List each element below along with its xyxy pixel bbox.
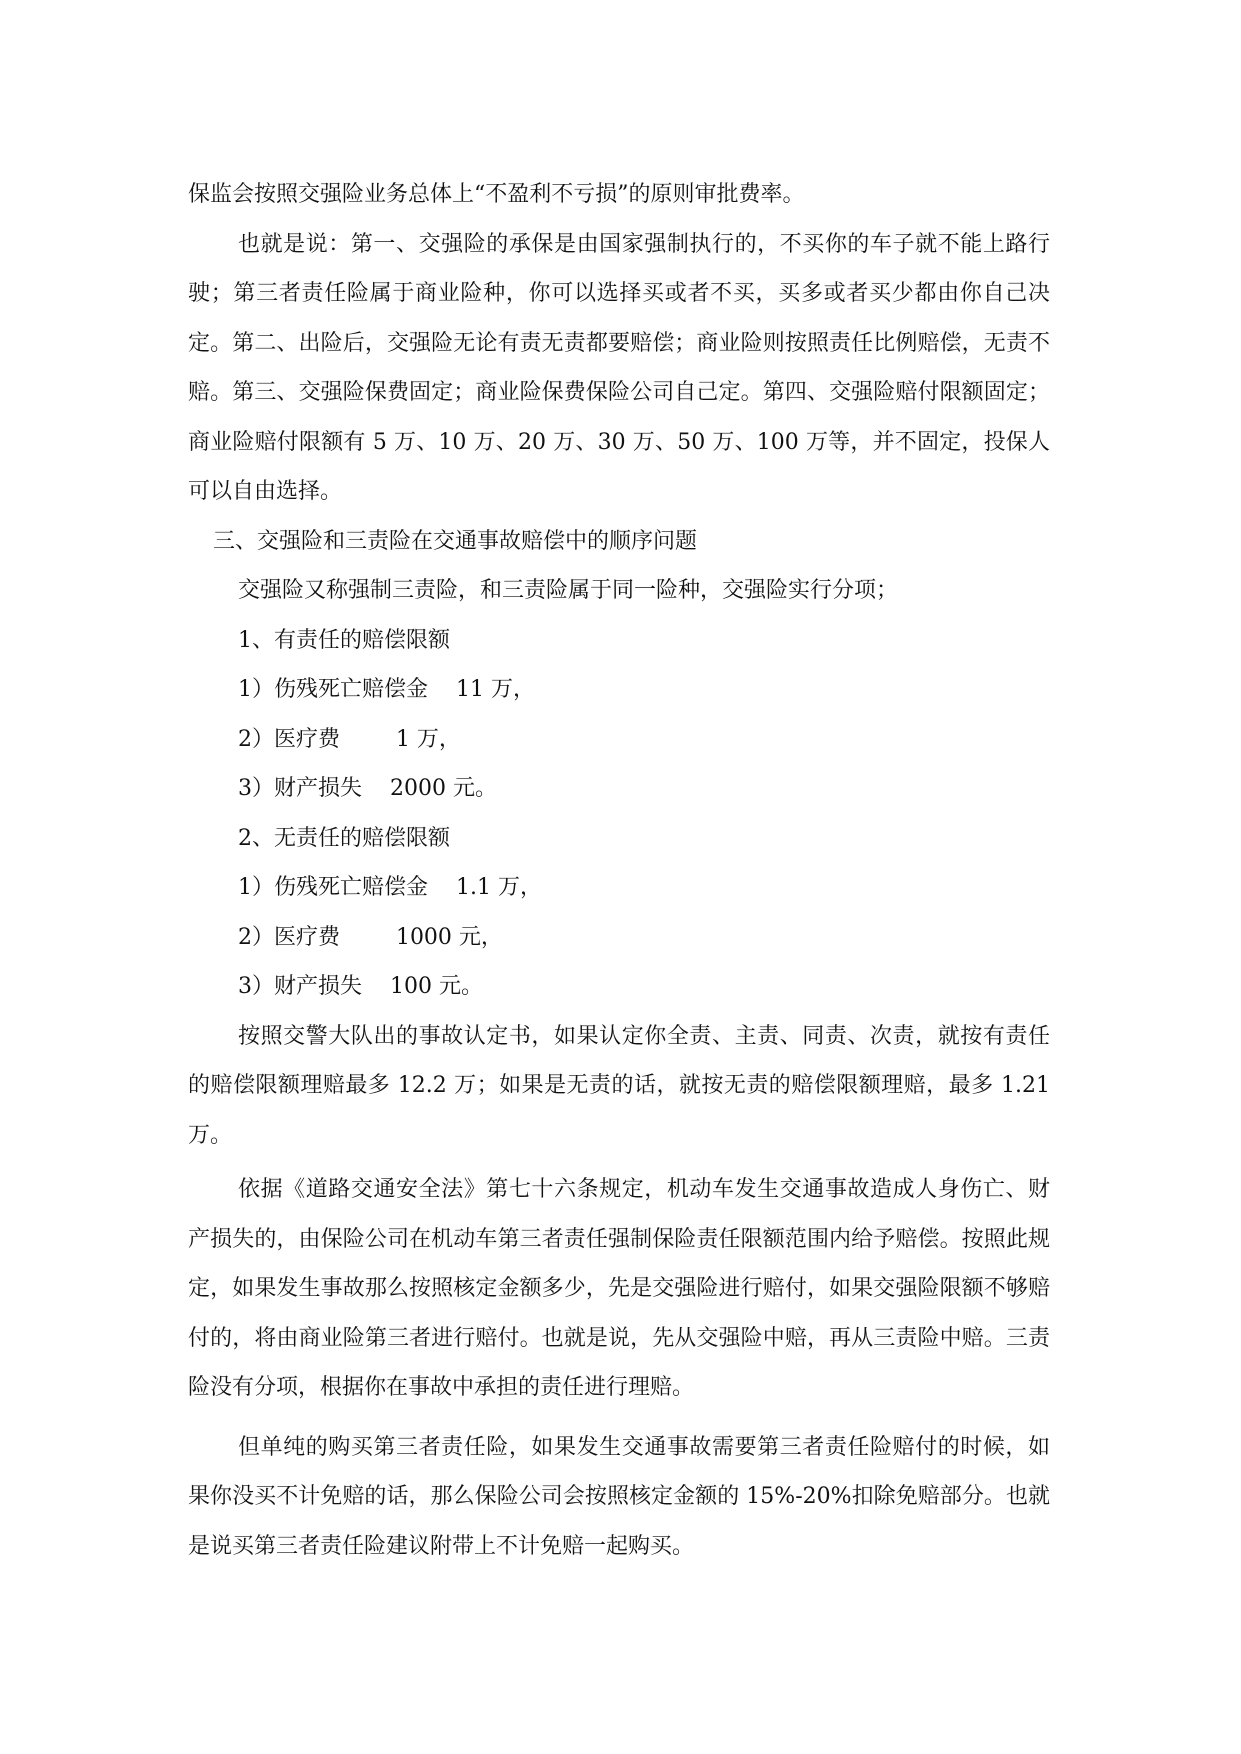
section-heading-order: 三、交强险和三责险在交通事故赔偿中的顺序问题 <box>213 528 698 554</box>
paragraph-differences: 也就是说：第一、交强险的承保是由国家强制执行的，不买你的车子就不能上路行驶；第三者责任险属于商业险种，你可以选择买或者不买，买多或者买少都由你自己决定。第二、出险后，交强险无论有责无责都要赔偿；商业险则按照责任比例赔偿，无责不赔。第三、交强险保费固定；商业险保费保险公司自己定。第四、交强险赔付限额固定；商业险赔付限额有 5 万、10 万、20 万、30 万、50 万、100 万等，并不固定，投保人可以自由选择。 <box>188 231 1050 504</box>
document-body <box>188 170 1050 1571</box>
list-item-without-liability-property: 3）财产损失 100 元。 <box>238 974 483 999</box>
paragraph-deductible-advice: 但单纯的购买第三者责任险，如果发生交通事故需要第三者责任险赔付的时候，如果你没买不计免赔的话，那么保险公司会按照核定金额的 15%-20%扣除免赔部分。也就是说买第三者责任险建议附带上不计免赔一起购买。 <box>188 1434 1050 1559</box>
paragraph-approval-principle: 保监会按照交强险业务总体上“不盈利不亏损”的原则审批费率。 <box>188 182 805 207</box>
paragraph-compulsory-itemized: 交强险又称强制三责险，和三责险属于同一险种，交强险实行分项； <box>238 578 899 603</box>
list-item-with-liability-property: 3）财产损失 2000 元。 <box>238 776 497 801</box>
list-heading-with-liability: 1、有责任的赔偿限额 <box>238 627 450 653</box>
list-item-without-liability-medical: 2）医疗费 1000 元， <box>238 924 503 950</box>
list-item-with-liability-medical: 2）医疗费 1 万， <box>238 726 461 752</box>
paragraph-traffic-law-article-76: 依据《道路交通安全法》第七十六条规定，机动车发生交通事故造成人身伤亡、财产损失的，由保险公司在机动车第三者责任强制保险责任限额范围内给予赔偿。按照此规定，如果发生事故那么按照核定金额多少，先是交强险进行赔付，如果交强险限额不够赔付的，将由商业险第三者进行赔付。也就是说，先从交强险中赔，再从三责险中赔。三责险没有分项，根据你在事故中承担的责任进行理赔。 <box>188 1177 1050 1400</box>
paragraph-accident-determination: 按照交警大队出的事故认定书，如果认定你全责、主责、同责、次责，就按有责任的赔偿限额理赔最多 12.2 万；如果是无责的话，就按无责的赔偿限额理赔，最多 1.21 万。 <box>188 1023 1050 1148</box>
list-item-without-liability-disability: 1）伤残死亡赔偿金 1.1 万， <box>238 875 542 900</box>
list-item-with-liability-disability: 1）伤残死亡赔偿金 11 万， <box>238 677 535 702</box>
list-heading-without-liability: 2、无责任的赔偿限额 <box>238 825 450 851</box>
